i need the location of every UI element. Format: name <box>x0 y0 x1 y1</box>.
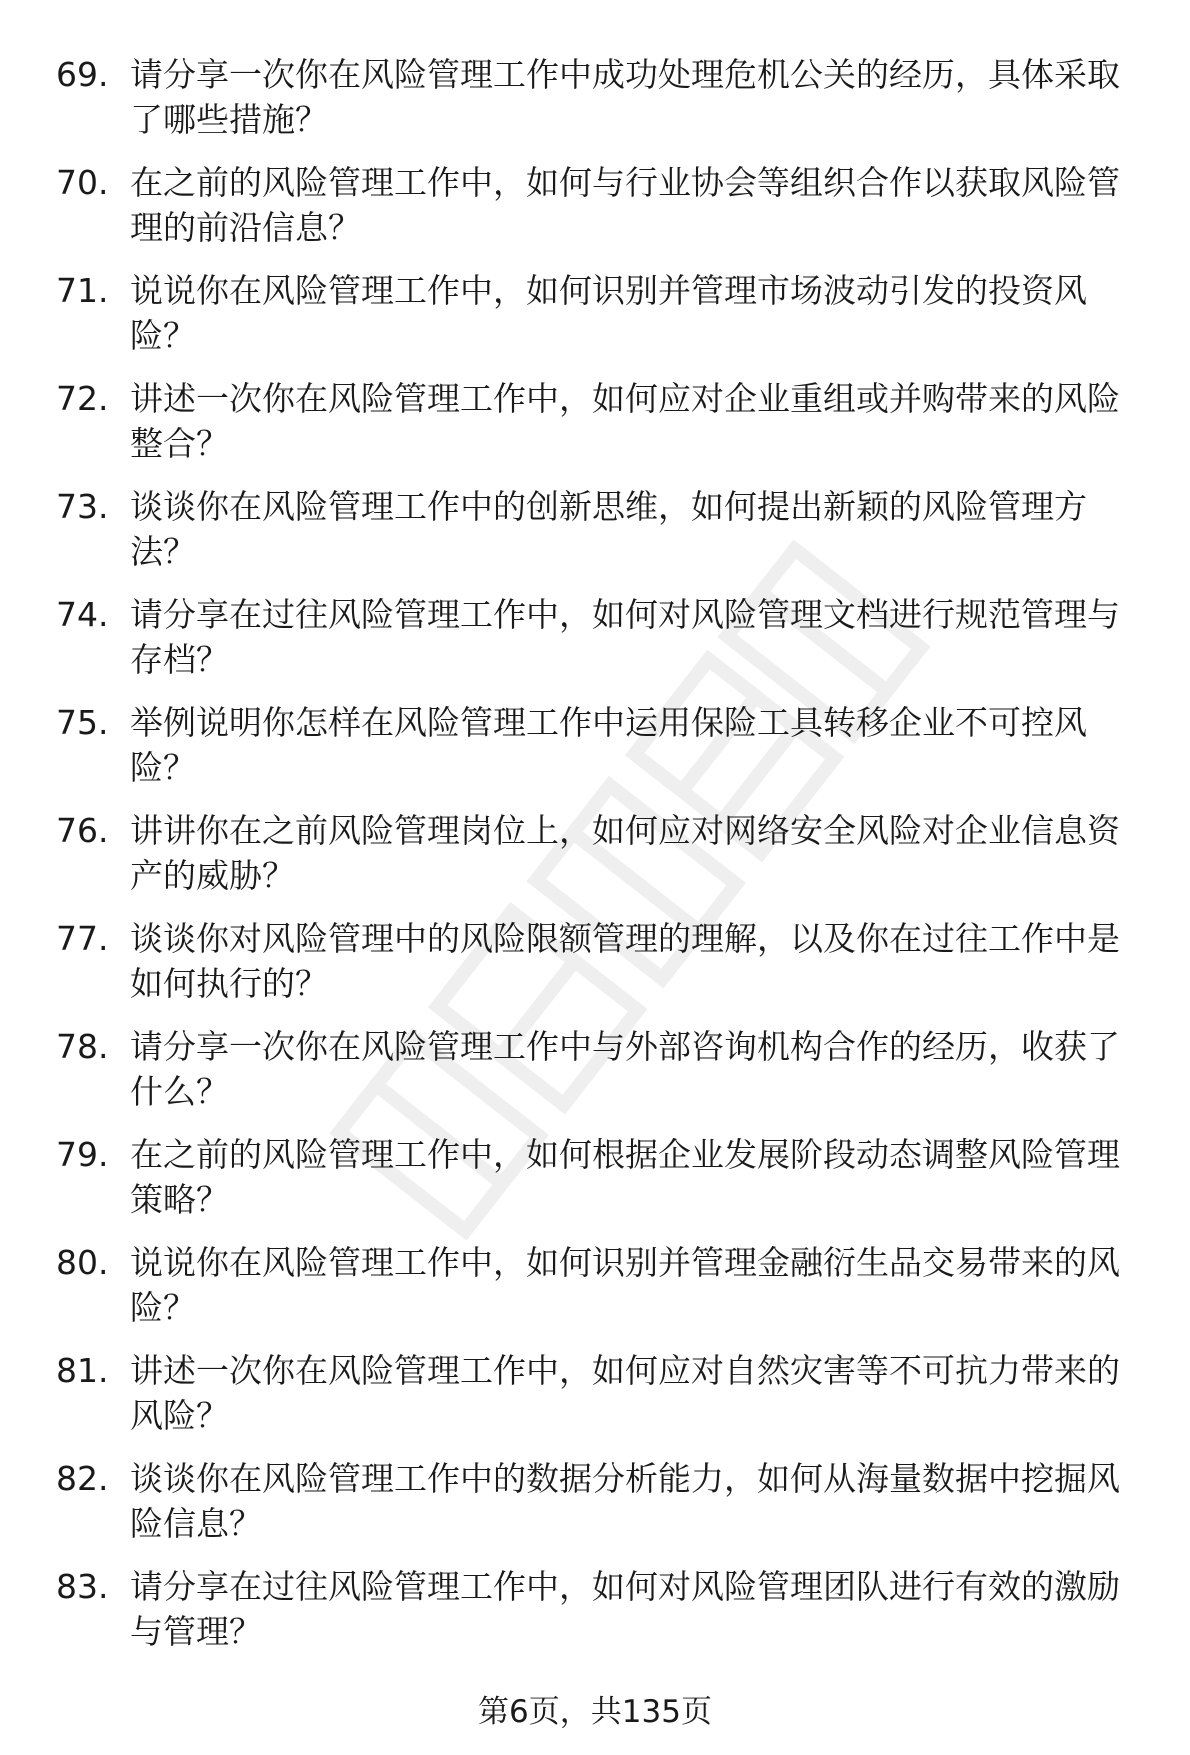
question-text: 请分享一次你在风险管理工作中成功处理危机公关的经历，具体采取了哪些措施？ <box>130 55 1120 139</box>
question-text: 讲述一次你在风险管理工作中，如何应对企业重组或并购带来的风险整合？ <box>130 379 1120 463</box>
question-item <box>56 52 1146 160</box>
question-item <box>56 160 1146 268</box>
question-item <box>56 808 1146 916</box>
question-text: 谈谈你在风险管理工作中的创新思维，如何提出新颖的风险管理方法？ <box>130 487 1087 571</box>
question-text: 说说你在风险管理工作中，如何识别并管理金融衍生品交易带来的风险？ <box>130 1243 1120 1327</box>
question-text: 举例说明你怎样在风险管理工作中运用保险工具转移企业不可控风险？ <box>130 703 1087 787</box>
question-item <box>56 1132 1146 1240</box>
question-number: 80. <box>56 1243 109 1282</box>
question-text: 讲述一次你在风险管理工作中，如何应对自然灾害等不可抗力带来的风险？ <box>130 1351 1120 1435</box>
question-number: 79. <box>56 1135 109 1174</box>
question-number: 76. <box>56 811 109 850</box>
question-text: 谈谈你在风险管理工作中的数据分析能力，如何从海量数据中挖掘风险信息？ <box>130 1459 1120 1543</box>
question-item <box>56 1348 1146 1456</box>
question-item <box>56 916 1146 1024</box>
question-number: 83. <box>56 1567 109 1606</box>
question-number: 74. <box>56 595 109 634</box>
question-item <box>56 1240 1146 1348</box>
question-text: 说说你在风险管理工作中，如何识别并管理市场波动引发的投资风险？ <box>130 271 1087 355</box>
question-number: 82. <box>56 1459 109 1498</box>
question-number: 70. <box>56 163 109 202</box>
question-number: 81. <box>56 1351 109 1390</box>
question-text: 请分享在过往风险管理工作中，如何对风险管理团队进行有效的激励与管理？ <box>130 1567 1120 1651</box>
question-text: 在之前的风险管理工作中，如何根据企业发展阶段动态调整风险管理策略？ <box>130 1135 1120 1219</box>
question-number: 75. <box>56 703 109 742</box>
question-item <box>56 376 1146 484</box>
question-text: 在之前的风险管理工作中，如何与行业协会等组织合作以获取风险管理的前沿信息？ <box>130 163 1120 247</box>
question-item <box>56 700 1146 808</box>
question-number: 78. <box>56 1027 109 1066</box>
question-item <box>56 592 1146 700</box>
question-text: 请分享在过往风险管理工作中，如何对风险管理文档进行规范管理与存档？ <box>130 595 1120 679</box>
page-footer: 第6页，共135页 <box>478 1694 712 1730</box>
question-number: 71. <box>56 271 109 310</box>
question-list <box>56 52 1146 1672</box>
question-item <box>56 1024 1146 1132</box>
question-number: 72. <box>56 379 109 418</box>
question-text: 讲讲你在之前风险管理岗位上，如何应对网络安全风险对企业信息资产的威胁？ <box>130 811 1120 895</box>
question-number: 77. <box>56 919 109 958</box>
question-item <box>56 1456 1146 1564</box>
question-number: 69. <box>56 55 109 94</box>
question-number: 73. <box>56 487 109 526</box>
question-item <box>56 268 1146 376</box>
question-item <box>56 484 1146 592</box>
question-text: 谈谈你对风险管理中的风险限额管理的理解，以及你在过往工作中是如何执行的？ <box>130 919 1120 1003</box>
question-text: 请分享一次你在风险管理工作中与外部咨询机构合作的经历，收获了什么？ <box>130 1027 1120 1111</box>
question-item <box>56 1564 1146 1672</box>
